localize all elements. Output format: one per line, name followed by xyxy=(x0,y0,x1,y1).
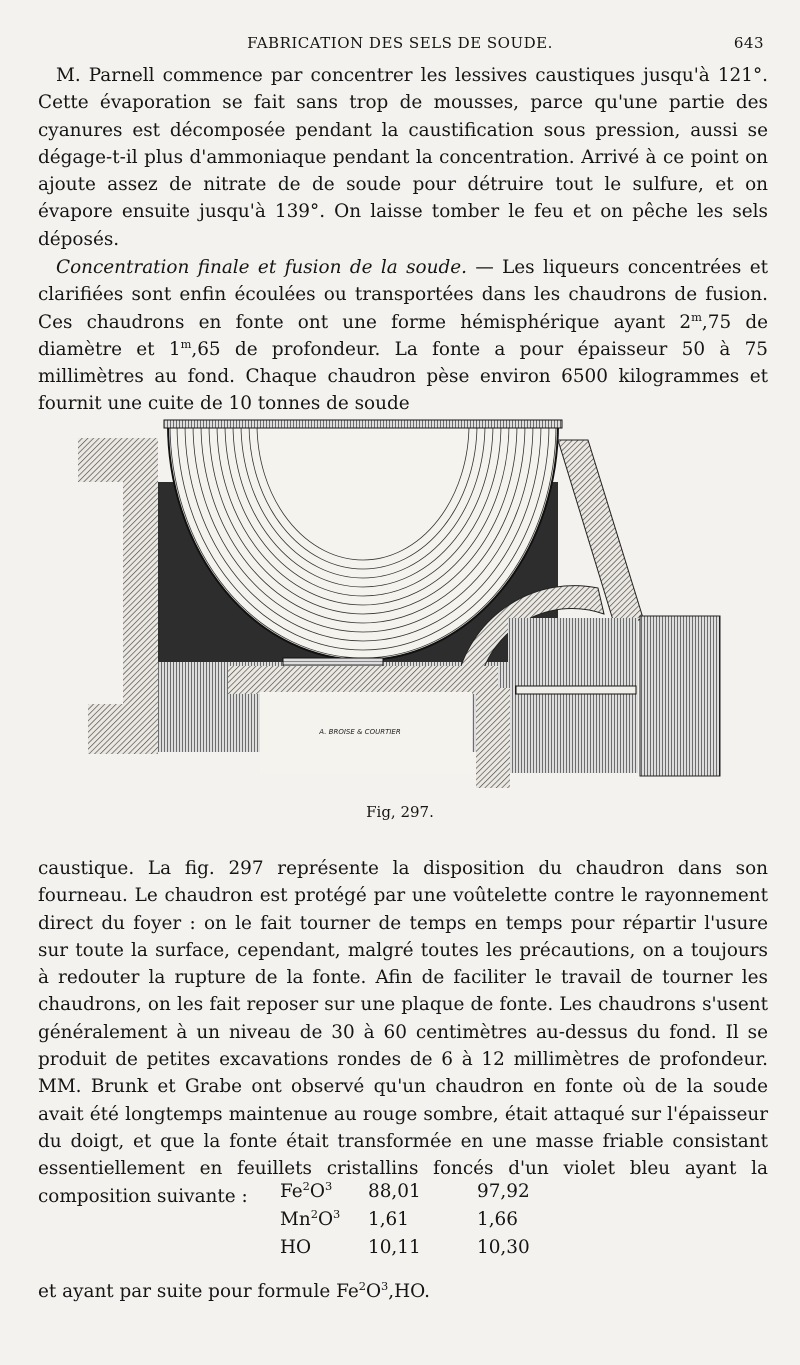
value-2: 10,30 xyxy=(477,1237,530,1258)
composition-row xyxy=(250,1206,550,1237)
composition-row xyxy=(250,1237,550,1265)
engraver-signature: A. BROISE & COURTIER xyxy=(319,728,401,736)
value-1: 10,11 xyxy=(368,1237,421,1258)
value-2: 97,92 xyxy=(477,1181,530,1202)
paragraph-description xyxy=(38,855,768,1210)
right-masonry-block xyxy=(640,616,720,776)
running-head xyxy=(0,34,800,58)
left-masonry-wall xyxy=(123,482,158,704)
left-masonry-top xyxy=(78,438,158,482)
floor-masonry xyxy=(228,666,498,694)
formula: $Fe^2O^3$ xyxy=(280,1178,333,1202)
fire-grate xyxy=(516,686,636,694)
cauldron-furnace-engraving xyxy=(68,418,728,796)
cauldron-rim xyxy=(164,420,562,428)
paragraph-concentration: Concentration finale et fusion de la soude. — Les liqueurs concentrées et clarifiées sont enfin écoulées ou transportées dans les chaudrons de fusion. Ces chaudrons en fonte ont une forme hémisphérique ayant 2$^m$,75 de diamètre et 1$^m$,65 de profondeur. La fonte a pour épaisseur 50 à 75 millimètres au fond. Chaque chaudron pèse environ 6500 kilogrammes et fournit une cuite de 10 tonnes de soude xyxy=(38,257,769,415)
page-number: 643 xyxy=(733,34,764,52)
value-2: 1,66 xyxy=(477,1209,518,1230)
formula: $Mn^2O^3$ xyxy=(280,1206,341,1230)
running-title: FABRICATION DES SELS DE SOUDE. xyxy=(247,34,553,52)
formula: HO xyxy=(280,1237,312,1258)
support-plate xyxy=(283,658,383,666)
flue-wall xyxy=(476,688,510,788)
paragraph-formula: et ayant par suite pour formule $Fe^2O^3,HO$. xyxy=(38,1278,431,1302)
section-heading: Concentration finale et fusion de la soude. xyxy=(56,257,467,278)
paragraph-text: M. Parnell commence par concentrer les lessives caustiques jusqu'à 121°. Cette évaporation se fait sans trop de mousses, parce qu'une partie des cyanures est décomposée pendant la caustification sous pression, aussi se dégage-t-il plus d'ammoniaque pendant la concentration. Arrivé à ce point on ajoute assez de nitrate de de soude pour détruire tout le sulfure, et on évapore ensuite jusqu'à 139°. On laisse tomber le feu et on pêche les sels déposés. xyxy=(38,65,768,250)
figure-caption: Fig, 297. xyxy=(366,803,434,821)
value-1: 1,61 xyxy=(368,1209,409,1230)
figure-297 xyxy=(68,418,728,796)
left-masonry-base xyxy=(88,704,158,754)
value-1: 88,01 xyxy=(368,1181,421,1202)
firebox xyxy=(508,618,638,773)
paragraph-text: caustique. La fig. 297 représente la disposition du chaudron dans son fourneau. Le chaudron est protégé par une voûtelette contre le rayonnement direct du foyer : on le fait tourner de temps en temps pour répartir l'usure sur toute la surface, cependant, malgré toutes les précautions, on a toujours à redouter la rupture de la fonte. Afin de faciliter le travail de tourner les chaudrons, on les fait reposer sur une plaque de fonte. Les chaudrons s'usent généralement à un niveau de 30 à 60 centimètres au-dessus du fond. Il se produit de petites excavations rondes de 6 à 12 millimètres de profondeur. MM. Brunk et Grabe ont observé qu'un chaudron en fonte où de la soude avait été longtemps maintenue au rouge sombre, était attaqué sur l'épaisseur du doigt, et que la fonte était transformée en une masse friable consistant essentiellement en feuillets cristallins foncés d'un violet bleu ayant la composition suivante : xyxy=(38,858,768,1207)
composition-row xyxy=(250,1178,550,1209)
composition-table xyxy=(250,1178,550,1265)
paragraph-parnell xyxy=(38,62,768,253)
